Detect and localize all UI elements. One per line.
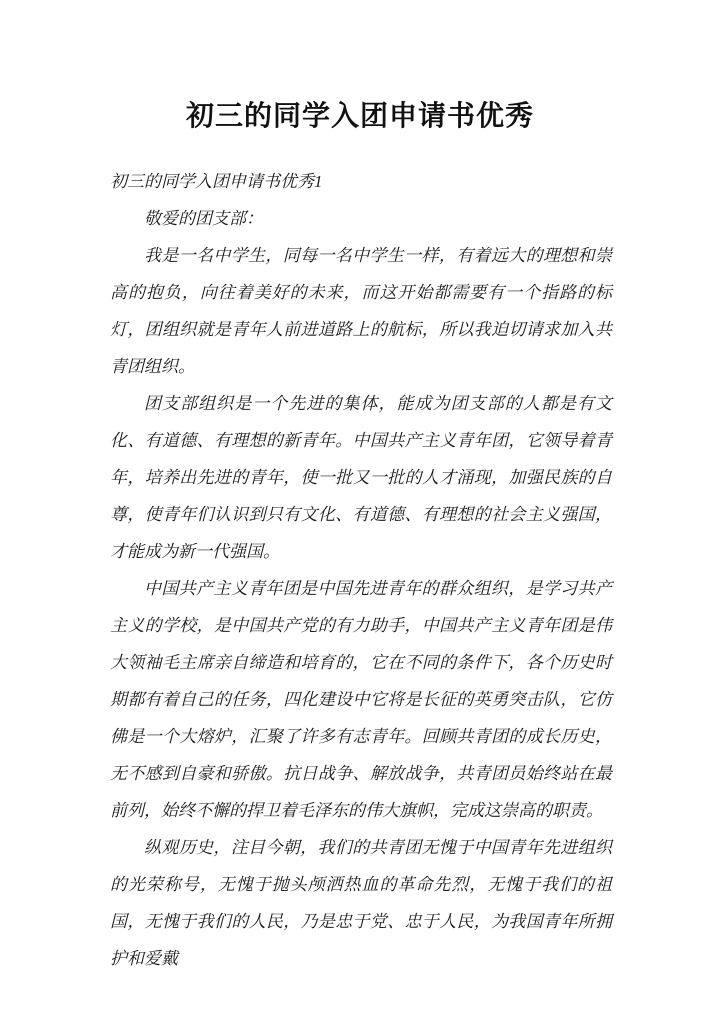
- paragraph: 中国共产主义青年团是中国先进青年的群众组织，是学习共产主义的学校，是中国共产党的有力助手，中国共产主义青年团是伟大领袖毛主席亲自缔造和培育的，它在不同的条件下，各个历史时期都有着自己的任务，四化建设中它将是长征的英勇突击队，它仿佛是一个大熔炉，汇聚了许多有志青年。回顾共青团的成长历史，无不感到自豪和骄傲。抗日战争、解放战争，共青团员始终站在最前列，始终不懈的捍卫着毛泽东的伟大旗帜，完成这崇高的职责。: [110, 579, 612, 820]
- document-body: [110, 163, 612, 977]
- paragraph: 团支部组织是一个先进的集体，能成为团支部的人都是有文化、有道德、有理想的新青年。中国共产主义青年团，它领导着青年，培养出先进的青年，使一批又一批的人才涌现，加强民族的自尊，使青年们认识到只有文化、有道德、有理想的社会主义强国，才能成为新一代强国。: [110, 394, 612, 561]
- section-heading: 初三的同学入团申请书优秀1: [110, 172, 323, 191]
- document-title: 初三的同学入团申请书优秀: [185, 100, 534, 131]
- salutation: 敬爱的团支部：: [144, 209, 263, 228]
- paragraph: 纵观历史，注目今朝，我们的共青团无愧于中国青年先进组织的光荣称号，无愧于抛头颅洒热血的革命先烈，无愧于我们的祖国，无愧于我们的人民，乃是忠于党、忠于人民，为我国青年所拥护和爱戴: [110, 838, 612, 968]
- paragraph: 我是一名中学生，同每一名中学生一样，有着远大的理想和崇高的抱负，向往着美好的未来，而这开始都需要有一个指路的标灯，团组织就是青年人前进道路上的航标，所以我迫切请求加入共青团组织。: [110, 246, 612, 376]
